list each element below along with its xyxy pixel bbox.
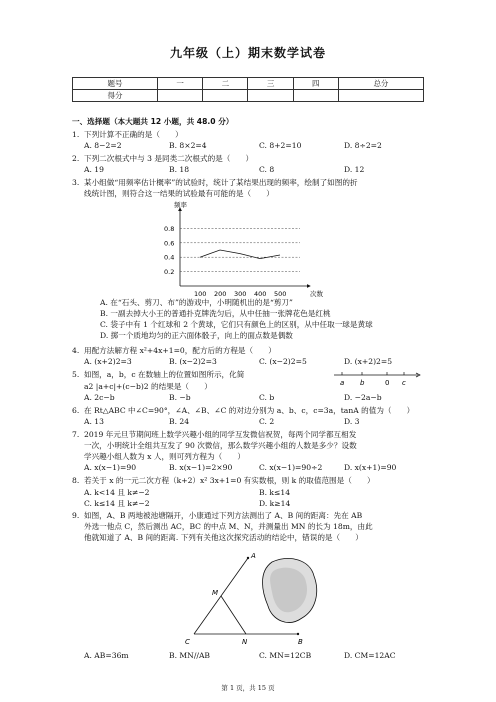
question-text-cont: 外选一他点 C，然后测出 AC，BC 的中点 M、N，并测量出 MN 的长为 18m，由此 <box>84 522 373 531</box>
score-row-label: 得分 <box>73 90 158 102</box>
question-text: 如图，a，b，c 在数轴上的位置如图所示，化简 <box>84 370 245 379</box>
option-a[interactable]: A. 在“石头、剪刀、布”的游戏中，小明随机出的是“剪刀” <box>100 298 293 307</box>
option-b[interactable]: B. k≤14 <box>259 488 291 497</box>
options-row <box>84 357 392 366</box>
question-1 <box>72 129 183 140</box>
label-a: a <box>340 379 345 387</box>
option-a[interactable]: A. 8−2=2 <box>84 141 122 150</box>
option-a[interactable]: A. 13 <box>84 417 104 426</box>
score-cell[interactable] <box>203 90 248 102</box>
question-text: 用配方法解方程 x²+4x+1=0，配方后的方程是（ ） <box>84 346 276 355</box>
option-a[interactable]: A. (x+2)2=3 <box>84 357 132 366</box>
score-header-cell: 一 <box>158 78 203 90</box>
question-number: 2. <box>72 154 80 163</box>
point-c-label: C <box>185 638 190 646</box>
option-d[interactable]: D. (x+2)2=5 <box>344 357 393 366</box>
option-d[interactable]: D. 3 <box>344 417 360 426</box>
question-text-cont: 一次，小明统计全组共互发了 90 次微信，那么数学兴趣小组的人数是多少？设数 <box>84 441 357 450</box>
options-row <box>84 165 364 174</box>
question-4 <box>72 345 276 356</box>
option-b[interactable]: B. x(x−1)=2×90 <box>169 463 233 472</box>
option-d[interactable]: D. k≥14 <box>259 499 291 508</box>
option-b[interactable]: B. MN//AB <box>169 651 211 660</box>
question-text-cont: 线统计图，则符合这一结果的试验最有可能的是（ ） <box>84 189 274 198</box>
score-header-cell: 四 <box>293 78 338 90</box>
score-header-cell: 题号 <box>73 78 158 90</box>
option-a[interactable]: A. 19 <box>84 165 104 174</box>
option-c[interactable]: C. MN=12CB <box>259 651 312 660</box>
option-b[interactable]: B. 24 <box>169 417 190 426</box>
question-text: 某小组做“用频率估计概率”的试验时，统计了某结果出现的频率，绘制了如图的折 <box>84 178 358 187</box>
options-row <box>84 393 382 402</box>
options-row <box>84 498 290 509</box>
option-c[interactable]: C. 8+2=10 <box>259 141 302 150</box>
option-d[interactable]: D. x(x+1)=90 <box>344 463 397 472</box>
option-b[interactable]: B. 一副去掉大小王的普通扑克牌洗匀后，从中任抽一张牌花色是红桃 <box>100 309 331 318</box>
point-b-label: B <box>298 638 303 646</box>
score-cell[interactable] <box>248 90 293 102</box>
option-a[interactable]: A. x(x−1)=90 <box>84 463 137 472</box>
question-text: 在 Rt△ABC 中∠C=90°，∠A、∠B、∠C 的对边分别为 a、b、c，c=3a，tanA 的值为（ ） <box>84 406 415 415</box>
question-text-cont: a2 |a+c|+(c−b)2 的结果是（ ） <box>84 382 212 391</box>
options-row <box>84 141 382 150</box>
question-number: 1. <box>72 130 80 139</box>
question-6 <box>72 405 414 416</box>
question-number: 9. <box>72 511 80 520</box>
question-2 <box>72 153 253 164</box>
question-3 <box>72 177 358 188</box>
question-number: 3. <box>72 178 80 187</box>
page-title: 九年级（上）期末数学试卷 <box>169 46 326 60</box>
x-tick-label: 500 <box>274 290 287 298</box>
x-tick-label: 400 <box>254 290 267 298</box>
question-text: 如图，A、B 两地被池塘隔开，小康通过下列方法测出了 A、B 间的距离：先在 AB <box>84 511 363 520</box>
option-d[interactable]: D. 8÷2=2 <box>344 141 382 150</box>
question-5 <box>72 369 244 380</box>
question-text-cont: 他就知道了 A、B 间的距离. 下列有关他这次探究活动的结论中，错误的是（ ） <box>84 533 363 542</box>
y-tick-label: 0.4 <box>164 253 175 262</box>
y-tick-label: 0.2 <box>164 268 175 277</box>
chart-grid <box>180 228 300 271</box>
options-row <box>84 417 359 426</box>
question-number: 5. <box>72 370 80 379</box>
x-axis-label: 次数 <box>310 290 323 298</box>
section-heading: 一、选择题（本大题共 12 小题，共 48.0 分） <box>72 117 234 126</box>
options-row <box>84 651 396 660</box>
point-n-label: N <box>242 638 248 646</box>
x-tick-label: 200 <box>214 290 227 298</box>
question-8 <box>72 475 375 486</box>
score-header-cell: 三 <box>248 78 293 90</box>
question-number: 8. <box>72 476 80 485</box>
number-line-figure <box>332 366 422 390</box>
x-tick-label: 300 <box>234 290 247 298</box>
segment-mn <box>221 596 246 634</box>
options-row <box>84 487 290 498</box>
option-b[interactable]: B. −b <box>169 393 191 402</box>
score-cell[interactable] <box>158 90 203 102</box>
y-tick-label: 0.8 <box>164 224 175 233</box>
option-a[interactable]: A. k<14 且 k≠−2 <box>84 488 150 497</box>
pond-geometry-figure <box>180 548 330 648</box>
y-tick-labels <box>164 225 174 276</box>
question-9 <box>72 510 362 521</box>
label-zero: 0 <box>385 379 390 387</box>
score-header-cell: 二 <box>203 78 248 90</box>
label-c: c <box>402 379 406 387</box>
point-m-label: M <box>212 589 219 597</box>
score-cell[interactable] <box>338 90 423 102</box>
y-axis-label: 频率 <box>174 201 187 209</box>
y-tick-label: 0.6 <box>164 239 175 248</box>
options-row <box>84 463 396 472</box>
question-text-cont: 学兴趣小组人数为 x 人，则可列方程为（ ） <box>84 452 245 461</box>
option-c[interactable]: C. 8 <box>259 165 275 174</box>
option-c[interactable]: C. b <box>259 393 275 402</box>
option-c[interactable]: C. (x−2)2=5 <box>259 357 307 366</box>
option-d[interactable]: D. −2a−b <box>344 393 382 402</box>
option-c[interactable]: C. x(x−1)=90÷2 <box>259 463 323 472</box>
option-b[interactable]: B. 8×2=4 <box>169 141 207 150</box>
question-number: 4. <box>72 346 80 355</box>
option-c[interactable]: C. k≤14 且 k≠−2 <box>84 499 150 508</box>
page-footer: 第 1 页，共 15 页 <box>221 684 275 692</box>
question-text: 下列计算不正确的是（ ） <box>84 130 183 139</box>
score-table <box>72 77 424 102</box>
option-d[interactable]: D. CM=12AC <box>344 651 396 660</box>
option-b[interactable]: B. (x−2)2=3 <box>169 357 217 366</box>
score-value-row <box>73 90 424 102</box>
question-number: 6. <box>72 406 80 415</box>
question-text: 2019 年元旦节期间班上数学兴趣小组的同学互发微信祝贺，每两个同学都互相发 <box>84 430 357 439</box>
option-b[interactable]: B. 18 <box>169 165 190 174</box>
option-d[interactable]: D. 12 <box>344 165 365 174</box>
option-d[interactable]: D. 掷一个质地均匀的正六面体骰子，向上的面点数是偶数 <box>100 331 293 340</box>
frequency-line-chart <box>160 200 340 300</box>
score-cell[interactable] <box>293 90 338 102</box>
option-a[interactable]: A. 2c−b <box>84 393 115 402</box>
score-header-row <box>73 78 424 90</box>
option-c[interactable]: C. 2 <box>259 417 275 426</box>
question-text: 若关于 x 的一元二次方程（k+2）x² 3x+1=0 有实数根，则 k 的取值范围是（ ） <box>84 476 375 485</box>
x-tick-label: 100 <box>194 290 207 298</box>
option-c[interactable]: C. 袋子中有 1 个红球和 2 个黄球，它们只有颜色上的区别，从中任取一球是黄球 <box>100 320 373 329</box>
question-number: 7. <box>72 430 80 439</box>
label-b: b <box>360 379 365 387</box>
option-a[interactable]: A. AB=36m <box>84 651 129 660</box>
question-text: 下列二次根式中与 3 是同类二次根式的是（ ） <box>84 154 254 163</box>
score-header-cell: 总分 <box>338 78 423 90</box>
point-a-label: A <box>251 552 256 560</box>
question-7 <box>72 429 356 440</box>
